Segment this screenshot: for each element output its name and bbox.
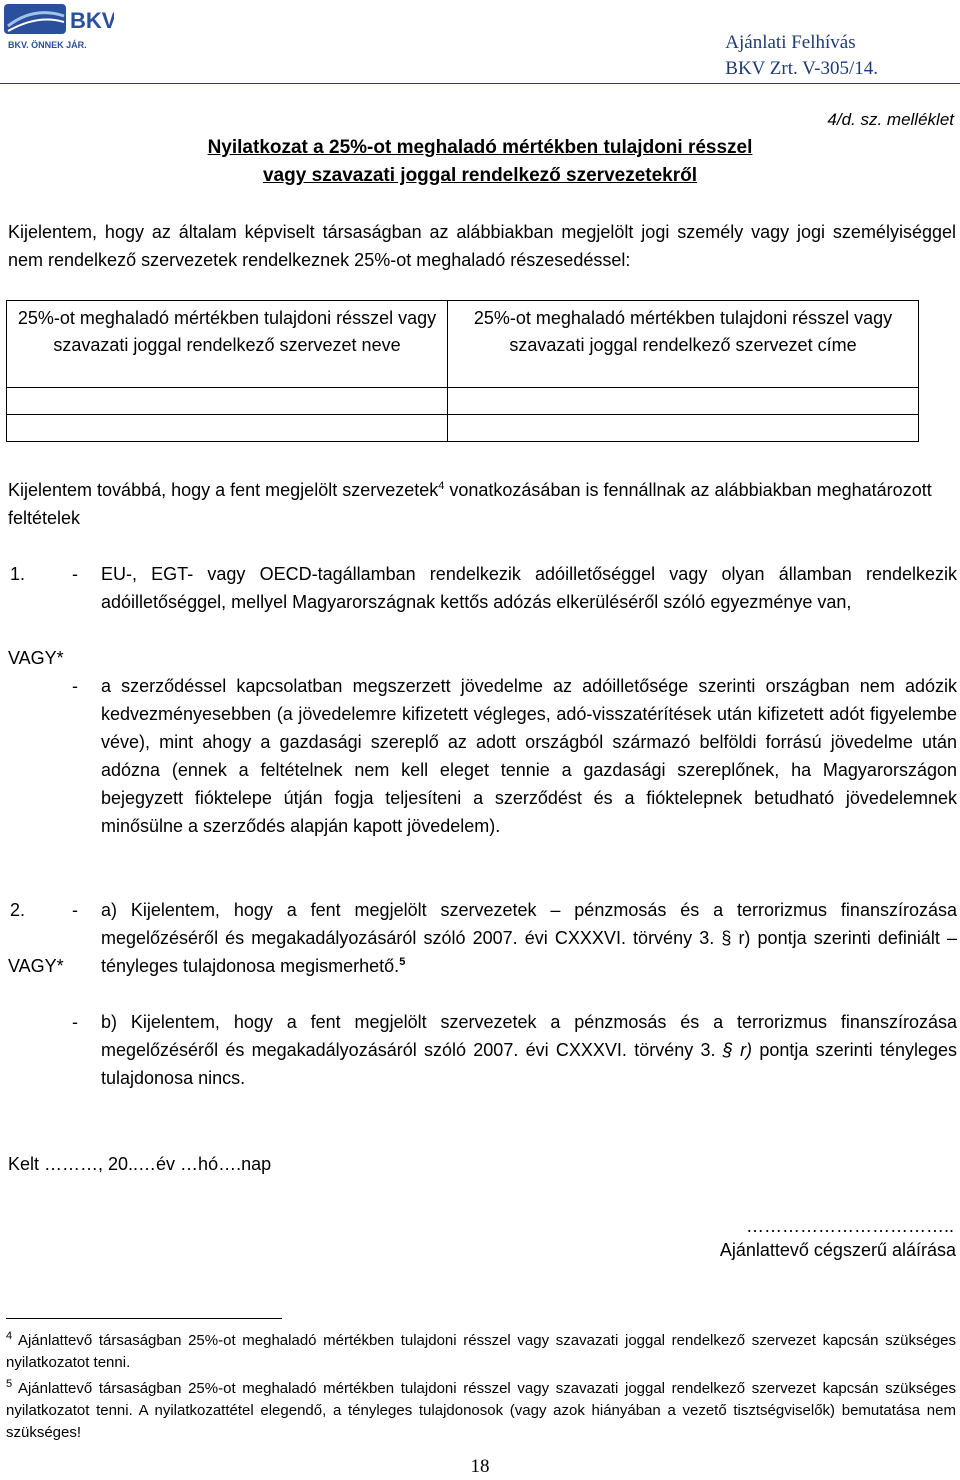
footnote-4-mark: 4 <box>6 1330 13 1342</box>
org-address-cell[interactable] <box>448 415 919 442</box>
table-row <box>7 415 919 442</box>
col-address-header: 25%-ot meghaladó mértékben tulajdoni résszel vagy szavazati joggal rendelkező szervezet címe <box>448 301 919 388</box>
header-divider <box>0 83 960 84</box>
logo-sub: BKV. ÖNNEK JÁR. <box>8 40 87 50</box>
intro-paragraph: Kijelentem, hogy az általam képviselt társaságban az alábbiakban megjelölt jogi személy vagy jogi személyiséggel nem rendelkező szervezetek rendelkeznek 25%-ot meghaladó részesedéssel: <box>8 222 956 270</box>
date-line: Kelt ………, 20..…év …hó….nap <box>8 1154 272 1174</box>
footnote-ref-4: 4 <box>438 480 445 492</box>
item-1a-text: EU-, EGT- vagy OECD-tagállamban rendelkezik adóilletőséggel vagy olyan államban rendelkezik adóilletőséggel, mellyel Magyarországnak kettős adózás elkerüléséről szóló egyezménye van, <box>101 564 957 612</box>
footnote-4-text: Ajánlattevő társaságban 25%-ot meghaladó mértékben tulajdoni résszel vagy szavazati joggal rendelkező szervezet kapcsán szükséges nyilatkozatot tenni. <box>6 1332 956 1371</box>
col-name-header: 25%-ot meghaladó mértékben tulajdoni résszel vagy szavazati joggal rendelkező szervezet neve <box>7 301 448 388</box>
table-header-row <box>7 301 919 388</box>
org-name-cell[interactable] <box>7 388 448 415</box>
footnote-ref-5: 5 <box>399 956 406 968</box>
item-2a-dash: - <box>72 900 78 920</box>
footnote-5-mark: 5 <box>6 1378 13 1390</box>
item-2b-paragraph <box>101 1008 957 1092</box>
item-1-number: 1. <box>10 564 26 584</box>
further-text-a: Kijelentem továbbá, hogy a fent megjelölt szervezetek <box>8 480 439 500</box>
item-2b-dash: - <box>72 1012 78 1032</box>
further-paragraph <box>8 476 956 532</box>
footnote-5-text: Ajánlattevő társaságban 25%-ot meghaladó mértékben tulajdoni résszel vagy szavazati joggal rendelkező szervezet kapcsán szükséges nyilatkozatot tenni. A nyilatkozattétel elegendő, a tényleges tulajdonosok (vagy azok hiányában a vezető tisztségviselők) bemutatása nem szükséges! <box>6 1380 956 1441</box>
bkv-logo <box>4 2 114 52</box>
item-2-or-label: VAGY* <box>8 956 64 976</box>
signature-dots: …………………………….. <box>745 1216 954 1236</box>
signature-label: Ajánlattevő cégszerű aláírása <box>719 1240 956 1260</box>
page-number: 18 <box>470 1456 490 1477</box>
footnote-5 <box>6 1378 956 1444</box>
org-name-cell[interactable] <box>7 415 448 442</box>
header-doc-ref: BKV Zrt. V-305/14. <box>725 58 878 79</box>
item-2-number: 2. <box>10 900 26 920</box>
item-2b-text: b) Kijelentem, hogy a fent megjelölt szervezetek a pénzmosás és a terrorizmus finanszírozása megelőzéséről és megakadályozásáról szóló 2007. évi CXXXVI. törvény 3. <box>101 1012 957 1060</box>
org-address-cell[interactable] <box>448 388 919 415</box>
page-title <box>150 134 810 190</box>
further-text-b: vonatkozásában is fennállnak az alábbiakban meghatározott feltételek <box>8 480 932 528</box>
item-2b-section-ref: § r) <box>722 1040 753 1060</box>
footnote-4 <box>6 1330 956 1374</box>
item-2a-paragraph <box>101 896 957 980</box>
item-1b-text: a szerződéssel kapcsolatban megszerzett jövedelme az adóilletősége szerinti országban nem adózik kedvezményesebben (a jövedelemre kifizetett végleges, adó-visszatérítések után kifizetett adót figyelembe véve), mint ahogy a gazdasági szereplő az adott országból származó belföldi forrású jövedelme után adózna (ennek a feltételnek nem kell eleget tennie a gazdasági szereplőnek, ha Magyarországon bejegyzett fióktelepe útján fogja teljesíteni a szerződést és a fióktelepnek betudható jövedelemnek minősülne a szerződés alapján kapott jövedelem). <box>101 676 957 836</box>
table-row <box>7 388 919 415</box>
item-1a-dash: - <box>72 564 78 584</box>
header-doc-type: Ajánlati Felhívás <box>725 32 856 53</box>
footnote-divider <box>6 1318 282 1319</box>
organizations-table <box>6 300 919 442</box>
item-2a-text: a) Kijelentem, hogy a fent megjelölt szervezetek – pénzmosás és a terrorizmus finanszírozása megelőzéséről és megakadályozásáról szóló 2007. évi CXXXVI. törvény 3. § r) pontja szerinti definiált – tényleges tulajdonosa megismerhető. <box>101 900 957 976</box>
header-doc-info <box>725 30 878 82</box>
item-1b-dash: - <box>72 676 78 696</box>
logo-text: BKV <box>70 8 114 33</box>
annex-label: 4/d. sz. melléklet <box>827 110 954 129</box>
item-1-or-label: VAGY* <box>8 648 64 668</box>
title-line-2: vagy szavazati joggal rendelkező szervezetekről <box>262 165 698 186</box>
title-line-1: Nyilatkozat a 25%-ot meghaladó mértékben tulajdoni résszel <box>207 137 753 158</box>
item-2b-text-end: pontja szerinti tényleges tulajdonosa nincs. <box>101 1040 957 1088</box>
